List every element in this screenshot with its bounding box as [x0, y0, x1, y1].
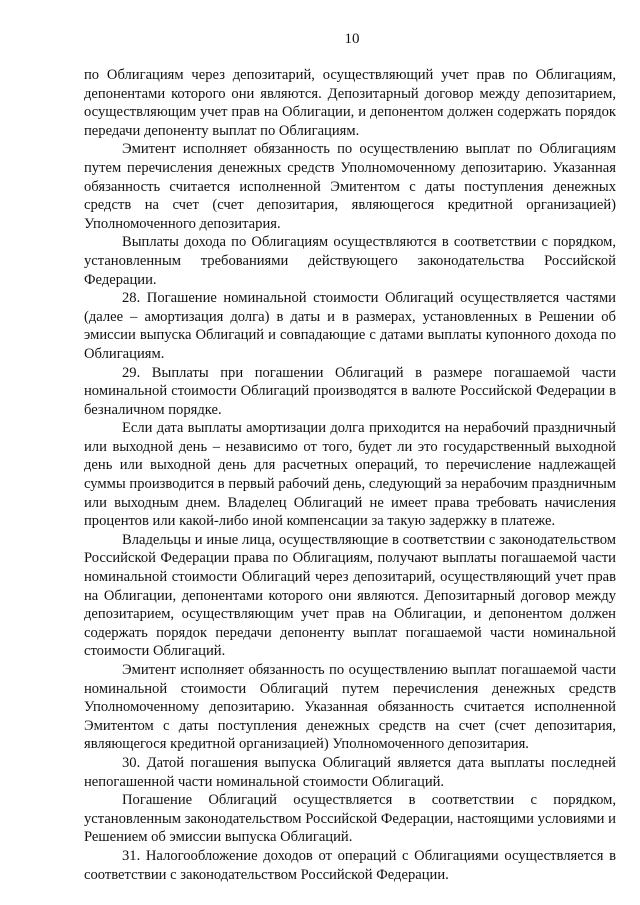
- paragraph-issuer-obligation: Эмитент исполняет обязанность по осуществлению выплат по Облигациям путем перечисления денежных средств Уполномоченному депозитарию. Указанная обязанность считается исполненной Эмитентом с даты поступления денежных средств на счет (счет депозитария, являющегося кредитной организацией) Уполномоченного депозитария.: [84, 141, 616, 232]
- paragraph-28-amortization: 28. Погашение номинальной стоимости Облигаций осуществляется частями (далее – амортизация долга) в даты и в размерах, установленных в Решении об эмиссии выпуска Облигаций и совпадающие с датами выплаты купонного дохода по Облигациям.: [84, 290, 616, 362]
- paragraph-31-taxation: 31. Налогообложение доходов от операций с Облигациями осуществляется в соответствии с законодательством Российской Федерации.: [84, 847, 616, 883]
- paragraph-continuation: по Облигациям через депозитарий, осуществляющий учет прав по Облигациям, депонентами которого они являются. Депозитарный договор между депозитарием, осуществляющим учет прав на Облигации, и депонентом должен содержать порядок передачи депоненту выплат по Облигациям.: [84, 67, 616, 139]
- paragraph-30-redemption-date: 30. Датой погашения выпуска Облигаций является дата выплаты последней непогашенной части номинальной стоимости Облигаций.: [84, 754, 616, 790]
- page-number: 10: [344, 31, 360, 47]
- paragraph-29-redemption-payments: 29. Выплаты при погашении Облигаций в размере погашаемой части номинальной стоимости Облигаций производятся в валюте Российской Федерации в безналичном порядке.: [84, 364, 616, 418]
- paragraph-income-payments: Выплаты дохода по Облигациям осуществляются в соответствии с порядком, установленным требованиями действующего законодательства Российской Федерации.: [84, 234, 616, 288]
- paragraph-holders-payments: Владельцы и иные лица, осуществляющие в соответствии с законодательством Российской Федерации права по Облигациям, получают выплаты погашаемой части номинальной стоимости Облигаций через депозитарий, осуществляющий учет прав на Облигации, депонентами которого они являются. Депозитарный договор между депозитарием, осуществляющим учет прав на Облигации, и депонентом должен содержать порядок передачи депоненту выплат погашаемой части номинальной стоимости Облигаций.: [84, 531, 616, 660]
- paragraph-holiday-rule: Если дата выплаты амортизации долга приходится на нерабочий праздничный или выходной день – независимо от того, будет ли это государственный выходной день или выходной день для расчетных операций, то перечисление надлежащей суммы производится в первый рабочий день, следующий за нерабочим праздничным или выходным днем. Владелец Облигаций не имеет права требовать начисления процентов или какой-либо иной компенсации за такую задержку в платеже.: [84, 420, 616, 530]
- paragraph-redemption-procedure: Погашение Облигаций осуществляется в соответствии с порядком, установленным законодательством Российской Федерации, настоящими условиями и Решением об эмиссии выпуска Облигаций.: [84, 792, 616, 846]
- paragraph-issuer-redemption-obligation: Эмитент исполняет обязанность по осуществлению выплат погашаемой части номинальной стоимости Облигаций путем перечисления денежных средств Уполномоченному депозитарию. Указанная обязанность считается исполненной Эмитентом с даты поступления денежных средств на счет (счет депозитария, являющегося кредитной организацией) Уполномоченного депозитария.: [84, 662, 616, 753]
